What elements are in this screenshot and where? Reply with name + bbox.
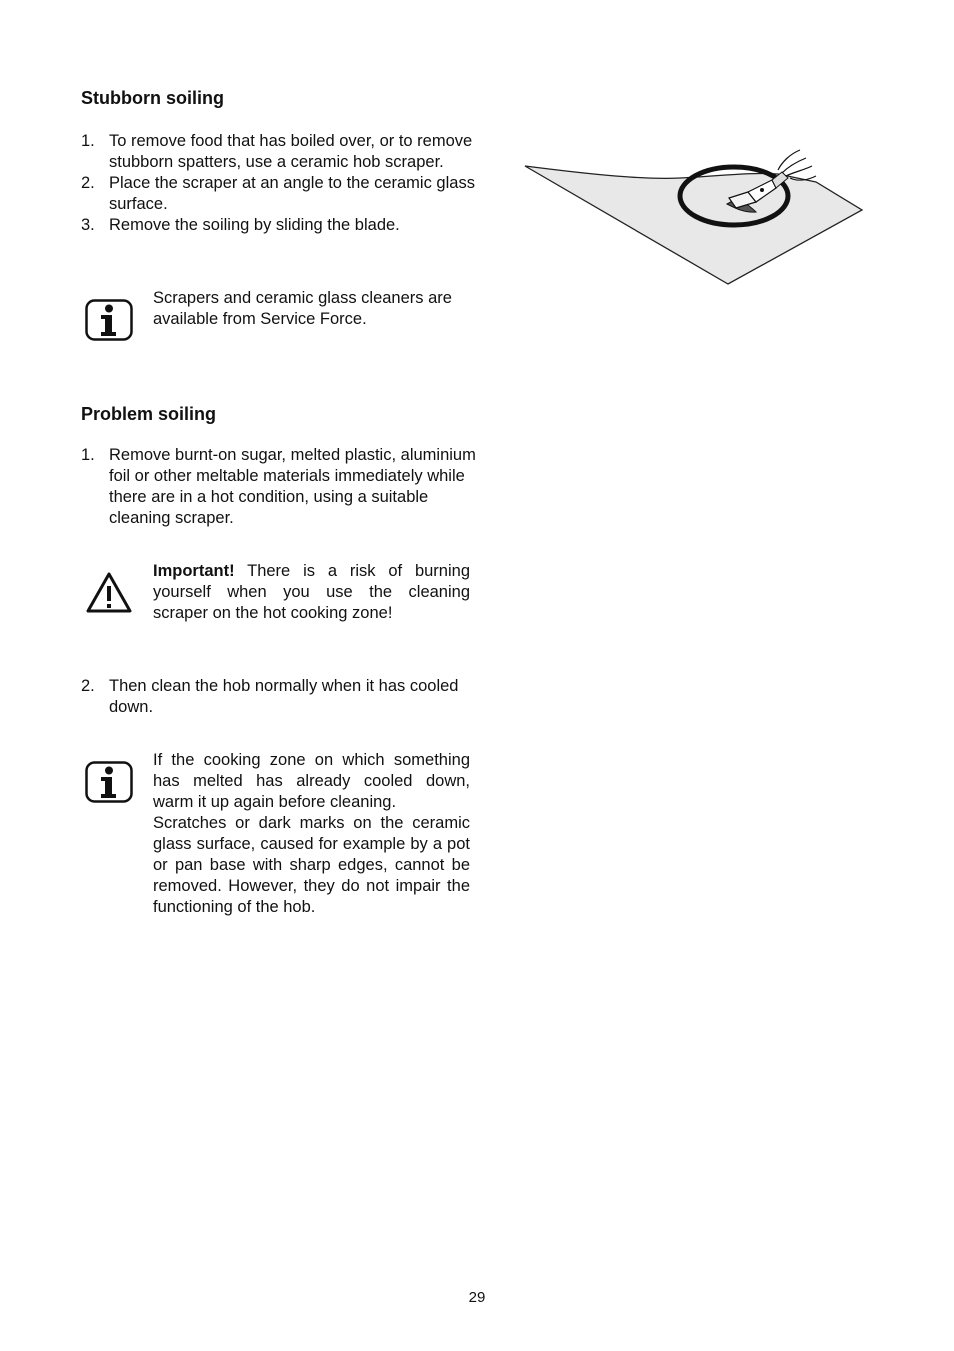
list-item (81, 676, 476, 718)
info-note-cooling (153, 750, 470, 918)
list-text: Place the scraper at an angle to the ceramic glass surface. (109, 174, 475, 213)
list-item (81, 173, 476, 215)
list-item (81, 445, 476, 529)
info-icon (85, 761, 133, 803)
warning-text: There is a risk of burning yourself when you use the cleaning scraper on the hot cooking zone! (153, 562, 470, 622)
heading-problem-soiling: Problem soiling (81, 404, 217, 424)
info-note-service-force: Scrapers and ceramic glass cleaners are available from Service Force. (153, 289, 452, 328)
list-number: 3. (81, 216, 95, 234)
warning-icon (85, 571, 133, 614)
stubborn-soiling-steps (81, 131, 476, 236)
list-text: To remove food that has boiled over, or to remove stubborn spatters, use a ceramic hob scraper. (109, 132, 473, 171)
list-text: Remove burnt-on sugar, melted plastic, aluminium foil or other meltable materials immediately while there are in a hot condition, using a suitable cleaning scraper. (109, 446, 476, 527)
info-note-paragraph: Scratches or dark marks on the ceramic glass surface, caused for example by a pot or pan base with sharp edges, cannot be removed. However, they do not impair the functioning of the hob. (153, 814, 470, 916)
list-text: Then clean the hob normally when it has cooled down. (109, 677, 459, 716)
info-note-paragraph: If the cooking zone on which something has melted has already cooled down, warm it up again before cleaning. (153, 751, 470, 811)
warning-label: Important! (153, 562, 235, 580)
list-item (81, 131, 476, 173)
list-number: 2. (81, 174, 95, 192)
list-number: 2. (81, 677, 95, 695)
hob-scraper-illustration (520, 140, 865, 290)
info-icon (85, 299, 133, 341)
heading-stubborn-soiling: Stubborn soiling (81, 88, 224, 108)
list-number: 1. (81, 446, 95, 464)
page-number: 29 (468, 1289, 486, 1306)
problem-soiling-step-2 (81, 676, 476, 718)
list-number: 1. (81, 132, 95, 150)
list-text: Remove the soiling by sliding the blade. (109, 216, 400, 234)
problem-soiling-step-1 (81, 445, 476, 529)
list-item (81, 215, 476, 236)
warning-note (153, 561, 470, 624)
